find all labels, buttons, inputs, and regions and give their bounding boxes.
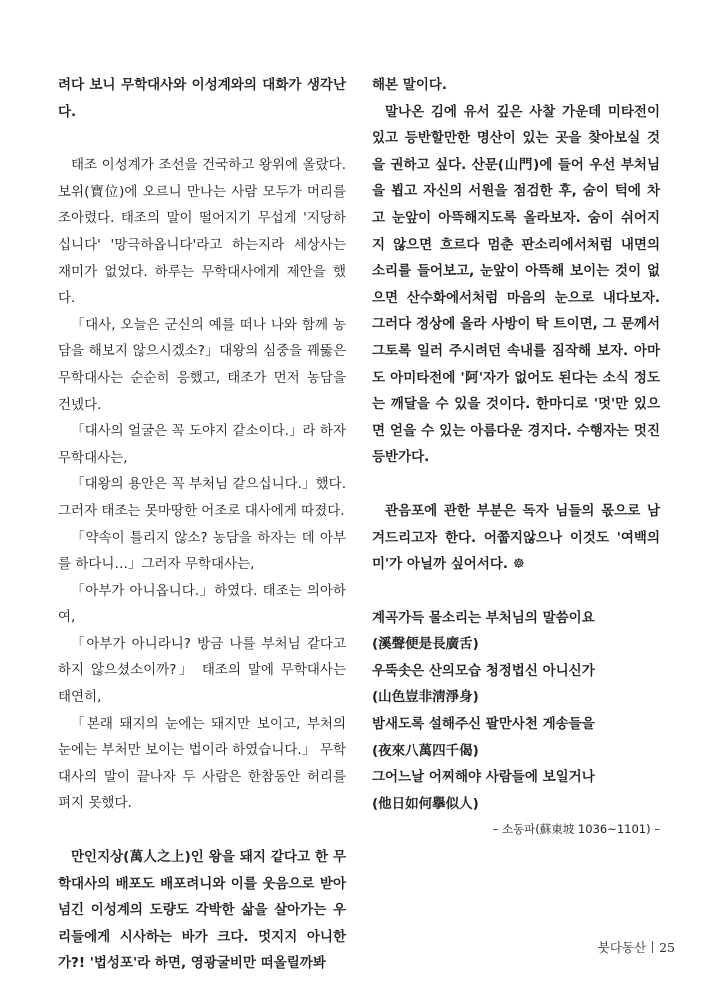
paragraph-8: 「아부가 아니라니? 방금 나를 부처님 같다고 하지 않으셨소이까?」 태조의 말에 무학대사는 태연히, [58,635,346,706]
paragraph-3: 「대사, 오늘은 군신의 예를 떠나 나와 함께 농담을 해보지 않으시겠소?」대왕의 심중을 꿰뚫은 무학대사는 순순히 응했고, 태조가 먼저 농담을 건넸다. [58,316,346,413]
poem-line: (他日如何擧似人) [372,795,479,812]
paragraph-5: 「대왕의 용안은 꼭 부처님 같으십니다.」했다. 그러자 태조는 못마땅한 어조로 대사에게 따졌다. [58,476,346,519]
poem-line: 밤새도록 설해주신 팔만사천 게송들을 [372,716,595,733]
paragraph-7: 「아부가 아니옵니다.」하였다. 태조는 의아하여, [58,582,346,626]
poem [372,605,660,818]
page-number: 25 [659,940,675,955]
magazine-title: 붓다동산 [597,940,647,955]
poem-line: 그어느날 어찌해야 사람들에 보일거나 [372,769,595,786]
left-column [58,72,346,977]
poem-line: 계곡가득 물소리는 부처님의 말씀이요 [372,609,595,626]
right-column [372,72,660,841]
footer-divider [652,941,653,953]
paragraph-12: 말나온 김에 유서 깊은 사찰 가운데 미타전이 있고 등반할만한 명산이 있는 곳을 찾아보실 것을 권하고 싶다. 산문(山門)에 들어 우선 부처님을 뵙고 자신의 서원을 점검한 후, 숨이 턱에 차고 눈앞이 아뜩해지도록 올라보자. 숨이 쉬어지지 않으면 흐르다 멈춘 판소리에서처럼 내면의 소리를 들어보고, 눈앞이 아뜩해 보이는 것이 없으면 산수화에서처럼 마음의 눈으로 내다보자. 그러다 정상에 올라 사방이 탁 트이면, 그 문께서 그토록 일러 주시려던 속내를 짐작해 보자. 아마도 아미타전에 '阿'자가 없어도 된다는 소식 정도는 깨달을 수 있을 것이다. 한마디로 '멋'만 있으면 얻을 수 있는 아름다운 경지다. 수행자는 멋진 등반가다. [372,103,660,466]
page-footer [598,938,675,956]
poem-line: (山色豈非淸淨身) [372,689,479,706]
paragraph-4: 「대사의 얼굴은 꼭 도야지 같소이다.」라 하자 무학대사는, [58,423,346,466]
paragraph-2: 태조 이성계가 조선을 건국하고 왕위에 올랐다. 보위(寶位)에 오르니 만나는 사람 모두가 머리를 조아렸다. 태조의 말이 떨어지기 무섭게 '지당하십니다' '망극하옵니다'라고 하는지라 세상사는 재미가 없었다. 하루는 무학대사에게 제안을 했다. [58,157,346,307]
paragraph-9: 「본래 돼지의 눈에는 돼지만 보이고, 부처의 눈에는 부처만 보이는 법이라 하였습니다.」 무학대사의 말이 끝나자 두 사람은 한참동안 허리를 펴지 못했다. [58,715,346,812]
paragraph-1: 려다 보니 무학대사와 이성계와의 대화가 생각난다. [58,77,346,120]
poem-credit: – 소동파(蘇東坡 1036~1101) – [492,822,660,837]
poem-line: 우뚝솟은 산의모습 청정법신 아니신가 [372,662,595,679]
paragraph-10: 만인지상(萬人之上)인 왕을 돼지 같다고 한 무학대사의 배포도 배포려니와 이를 웃음으로 받아넘긴 이성계의 도량도 각박한 삶을 살아가는 우리들에게 시사하는 바가 크다. 멋지지 아니한가?! '법성포'라 하면, 영광굴비만 떠올릴까봐 [58,849,346,972]
paragraph-11: 해본 말이다. [372,77,448,93]
paragraph-13 [372,498,660,578]
paragraph-6: 「약속이 틀리지 않소? 농담을 하자는 데 아부를 하다니…」그러자 무학대사는, [58,529,346,573]
poem-line: (溪聲便是長廣舌) [372,636,479,653]
dharma-wheel-icon: ☸ [512,556,525,573]
paragraph-13-text: 관음포에 관한 부분은 독자 님들의 몫으로 남겨드리고자 한다. 어쭙지않으나 이것도 '여백의 미'가 아닐까 싶어서다. [372,502,660,573]
poem-line: (夜來八萬四千偈) [372,742,479,759]
